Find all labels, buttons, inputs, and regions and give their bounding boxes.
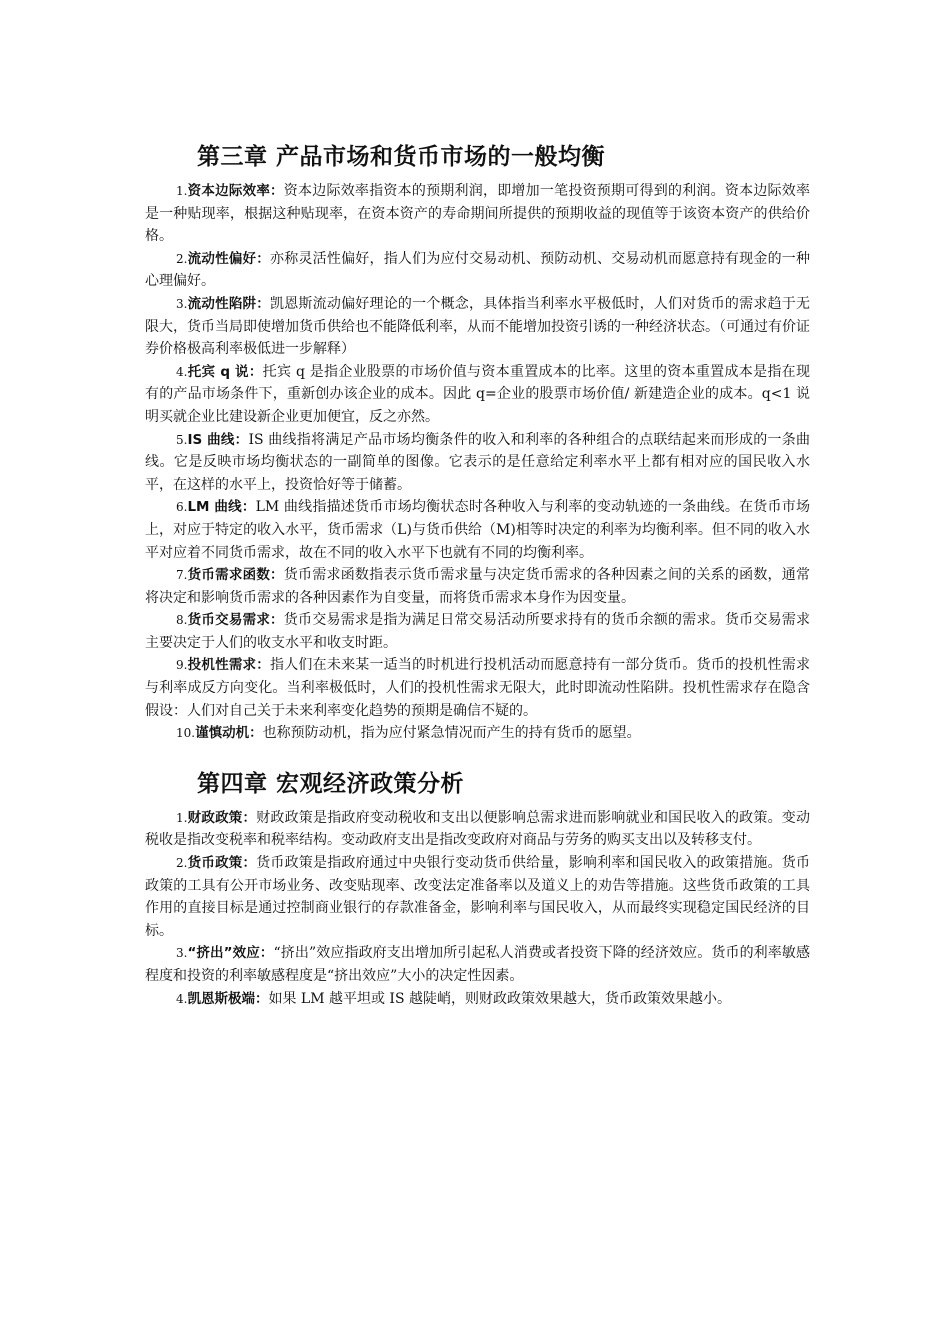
definition-entry <box>145 988 810 1011</box>
entry-term: 流动性偏好： <box>187 250 270 267</box>
entry-text: 托宾 q 是指企业股票的市场价值与资本重置成本的比率。这里的资本重置成本是指在现有的产品市场条件下，重新创办该企业的成本。因此 q=企业的股票市场价值/ 新建造企业的成本。q<1 说明买就企业比建设新企业更加便宜，反之亦然。 <box>145 363 810 425</box>
entry-number: 9. <box>176 658 188 673</box>
chapter-entries <box>145 180 810 745</box>
entry-text: IS 曲线指将满足产品市场均衡条件的收入和利率的各种组合的点联结起来而形成的一条曲线。它是反映市场均衡状态的一副简单的图像。它表示的是任意给定利率水平上都有相对应的国民收入水平，在这样的水平上，投资恰好等于储蓄。 <box>145 431 810 493</box>
entry-text: “挤出”效应指政府支出增加所引起私人消费或者投资下降的经济效应。货币的利率敏感程度和投资的利率敏感程度是“挤出效应”大小的决定性因素。 <box>145 945 811 984</box>
document-page <box>145 140 810 1010</box>
entry-text: 财政政策是指政府变动税收和支出以便影响总需求进而影响就业和国民收入的政策。变动税收是指改变税率和税率结构。变动政府支出是指改变政府对商品与劳务的购买支出以及转移支付。 <box>145 809 810 849</box>
entry-text: 指人们在未来某一适当的时机进行投机活动而愿意持有一部分货币。货币的投机性需求与利率成反方向变化。当利率极低时，人们的投机性需求无限大，此时即流动性陷阱。投机性需求存在隐含假设：人们对自己关于未来利率变化趋势的预期是确信不疑的。 <box>145 657 811 719</box>
entry-number: 3. <box>176 946 188 961</box>
entry-text: 亦称灵活性偏好，指人们为应付交易动机、预防动机、交易动机而愿意持有现金的一种心理偏好。 <box>145 250 811 290</box>
entry-number: 10. <box>176 726 196 741</box>
entry-term: 货币政策： <box>187 855 257 872</box>
definition-entry <box>145 496 810 564</box>
definition-entry <box>145 722 810 745</box>
definition-entry <box>145 609 810 654</box>
entry-text: 凯恩斯流动偏好理论的一个概念，具体指当利率水平极低时，人们对货币的需求趋于无限大，货币当局即使增加货币供给也不能降低利率，从而不能增加投资引诱的一种经济状态。（可通过有价证券价格极高利率极低进一步解释） <box>145 295 811 358</box>
entry-term: 谨慎动机： <box>195 725 263 742</box>
entry-text: LM 曲线指描述货币市场均衡状态时各种收入与利率的变动轨迹的一条曲线。在货币市场上，对应于特定的收入水平，货币需求（L)与货币供给（M)相等时决定的利率为均衡利率。但不同的收入水平对应着不同货币需求，故在不同的收入水平下也就有不同的均衡利率。 <box>145 499 810 561</box>
definition-entry <box>145 180 810 248</box>
entry-text: 也称预防动机，指为应付紧急情况而产生的持有货币的愿望。 <box>262 725 641 742</box>
entry-term: 货币交易需求： <box>187 612 284 629</box>
entry-term: 托宾 q 说： <box>187 363 263 380</box>
definition-entry <box>145 361 810 429</box>
entry-text: 货币需求函数指表示货币需求量与决定货币需求的各种因素之间的关系的函数，通常将决定和影响货币需求的各种因素作为自变量，而将货币需求本身作为因变量。 <box>145 567 810 606</box>
chapter-title: 第三章 产品市场和货币市场的一般均衡 <box>197 144 606 170</box>
definition-entry <box>145 654 810 722</box>
entry-number: 2. <box>176 856 188 871</box>
entry-number: 1. <box>176 184 188 198</box>
entry-text: 货币政策是指政府通过中央银行变动货币供给量，影响利率和国民收入的政策措施。货币政策的工具有公开市场业务、改变贴现率、改变法定准备率以及道义上的劝告等措施。这些货币政策的工具作用的直接目标是通过控制商业银行的存款准备金，影响利率与国民收入，从而最终实现稳定国民经济的目标。 <box>145 855 810 939</box>
entry-number: 3. <box>176 296 188 311</box>
chapter-entries <box>145 807 810 1010</box>
entry-text: 如果 LM 越平坦或 IS 越陡峭，则财政政策效果越大，货币政策效果越小。 <box>268 990 732 1007</box>
chapter-title: 第四章 宏观经济政策分析 <box>197 770 465 797</box>
entry-number: 6. <box>176 500 188 515</box>
entry-number: 2. <box>176 251 188 266</box>
definition-entry <box>145 248 810 293</box>
entry-term: 资本边际效率： <box>187 183 284 199</box>
entry-number: 1. <box>176 810 188 825</box>
entry-number: 5. <box>176 432 188 447</box>
entry-text: 货币交易需求是指为满足日常交易活动所要求持有的货币余额的需求。货币交易需求主要决定于人们的收支水平和收支时距。 <box>145 612 810 651</box>
entry-number: 7. <box>176 568 188 583</box>
entry-term: 货币需求函数： <box>187 567 284 584</box>
entry-term: 流动性陷阱： <box>187 295 270 312</box>
chapter-spacer <box>145 745 810 767</box>
definition-entry <box>145 942 810 987</box>
definition-entry <box>145 564 810 609</box>
entry-number: 8. <box>176 613 188 628</box>
entry-term: LM 曲线： <box>187 499 256 516</box>
definition-entry <box>145 807 810 852</box>
entry-number: 4. <box>176 991 188 1006</box>
entry-term: 投机性需求： <box>187 657 270 674</box>
entry-text: 资本边际效率指资本的预期利润，即增加一笔投资预期可得到的利润。资本边际效率是一种贴现率，根据这种贴现率，在资本资产的寿命期间所提供的预期收益的现值等于该资本资产的供给价格。 <box>145 183 810 245</box>
entry-term: 凯恩斯极端： <box>187 990 269 1007</box>
entry-term: 财政政策： <box>187 809 257 826</box>
entry-term: IS 曲线： <box>187 431 249 448</box>
entry-term: “挤出”效应： <box>187 945 274 962</box>
definition-entry <box>145 852 810 942</box>
definition-entry <box>145 293 810 361</box>
definition-entry <box>145 429 810 497</box>
entry-number: 4. <box>176 364 188 379</box>
